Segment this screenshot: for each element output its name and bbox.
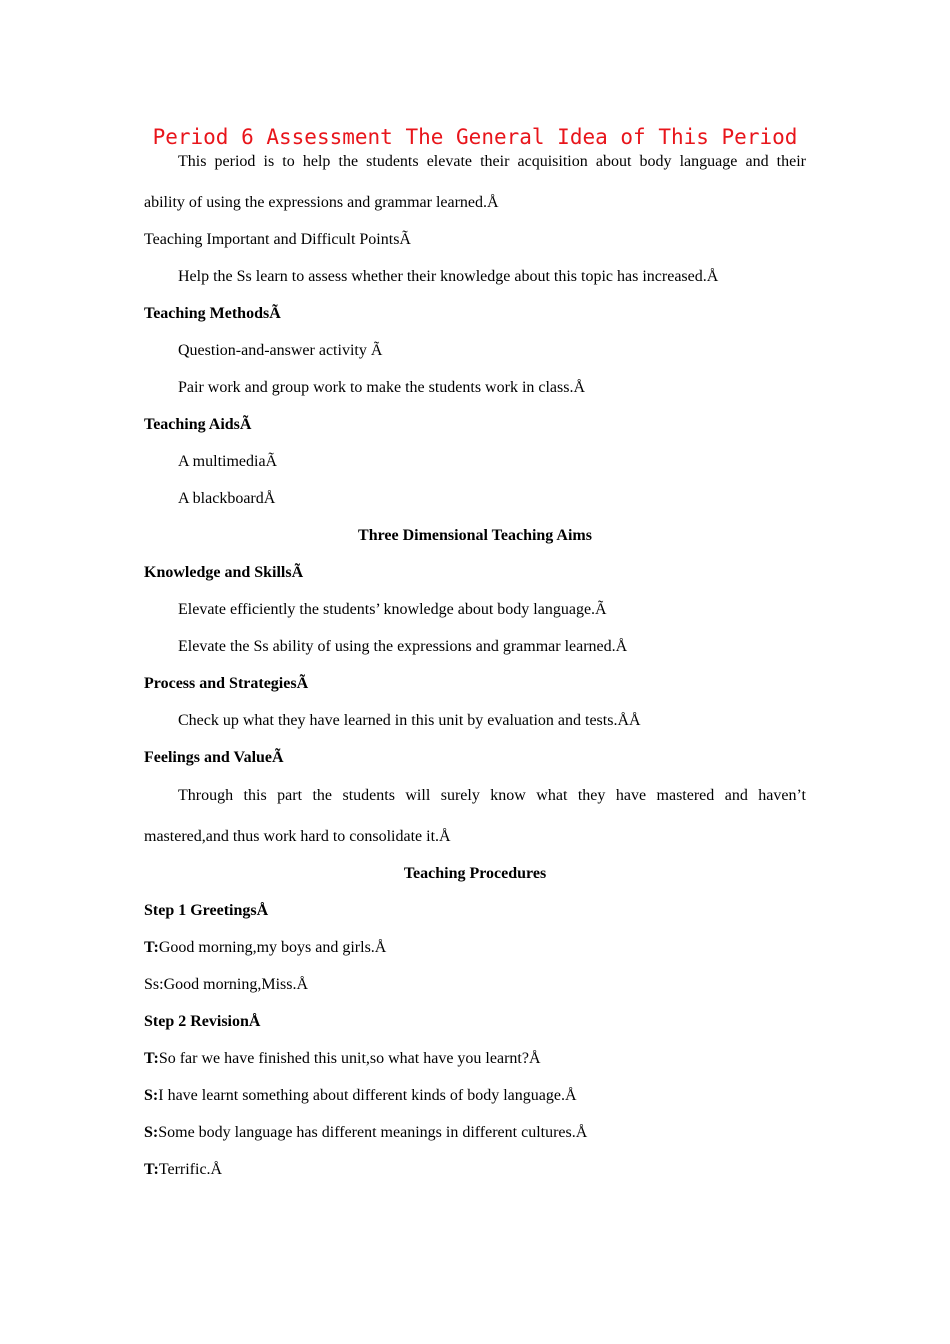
dialogue-line bbox=[144, 1086, 806, 1106]
speaker-label: T: bbox=[144, 1050, 159, 1067]
important-points-text: Help the Ss learn to assess whether their knowledge about this topic has increased.Å bbox=[178, 268, 719, 285]
document-title: Period 6 Assessment The General Idea of This Period bbox=[152, 125, 798, 149]
dialogue-line bbox=[144, 1160, 806, 1180]
dialogue-text: Terrific.Å bbox=[158, 1161, 223, 1178]
dialogue-text: I have learnt something about different kinds of body language.Å bbox=[158, 1087, 577, 1104]
knowledge-item: Elevate the Ss ability of using the expressions and grammar learned.Å bbox=[178, 638, 628, 655]
speaker-label: S: bbox=[144, 1124, 159, 1141]
important-points-heading: Teaching Important and Difficult PointsÃ bbox=[144, 231, 411, 248]
speaker-label: S: bbox=[144, 1087, 159, 1104]
process-text: Check up what they have learned in this unit by evaluation and tests.ÅÅ bbox=[178, 712, 641, 729]
aids-item: A multimediaÃ bbox=[178, 453, 278, 470]
aids-item: A blackboardÅ bbox=[178, 490, 276, 507]
dialogue-text: So far we have finished this unit,so what have you learnt?Å bbox=[158, 1050, 541, 1067]
speaker-label: T: bbox=[144, 939, 159, 956]
intro-line-1: This period is to help the students elevate their acquisition about body language and their bbox=[178, 153, 806, 170]
aims-heading: Three Dimensional Teaching Aims bbox=[358, 527, 592, 544]
process-heading: Process and StrategiesÃ bbox=[144, 675, 309, 692]
procedures-heading: Teaching Procedures bbox=[403, 865, 547, 882]
feelings-line-1: Through this part the students will surely know what they have mastered and haven’t bbox=[178, 787, 806, 804]
aids-heading: Teaching AidsÃ bbox=[144, 416, 252, 433]
knowledge-item: Elevate efficiently the students’ knowledge about body language.Ã bbox=[178, 601, 607, 618]
step2-heading: Step 2 RevisionÅ bbox=[144, 1013, 261, 1030]
knowledge-heading: Knowledge and SkillsÃ bbox=[144, 564, 304, 581]
intro-line-2: ability of using the expressions and grammar learned.Å bbox=[144, 194, 499, 211]
dialogue-line bbox=[144, 1049, 806, 1069]
speaker-label: T: bbox=[144, 1161, 159, 1178]
dialogue-line bbox=[144, 938, 806, 958]
dialogue-line bbox=[144, 1123, 806, 1143]
feelings-line-2: mastered,and thus work hard to consolidate it.Å bbox=[144, 828, 451, 845]
methods-item: Question-and-answer activity Ã bbox=[178, 342, 383, 359]
dialogue-text: Some body language has different meanings in different cultures.Å bbox=[158, 1124, 588, 1141]
methods-heading: Teaching MethodsÃ bbox=[144, 305, 281, 322]
dialogue-text: Ss:Good morning,Miss.Å bbox=[144, 976, 309, 993]
dialogue-line bbox=[144, 975, 806, 995]
feelings-heading: Feelings and ValueÃ bbox=[144, 749, 284, 766]
step1-heading: Step 1 GreetingsÅ bbox=[144, 902, 269, 919]
methods-item: Pair work and group work to make the students work in class.Å bbox=[178, 379, 586, 396]
dialogue-text: Good morning,my boys and girls.Å bbox=[158, 939, 387, 956]
